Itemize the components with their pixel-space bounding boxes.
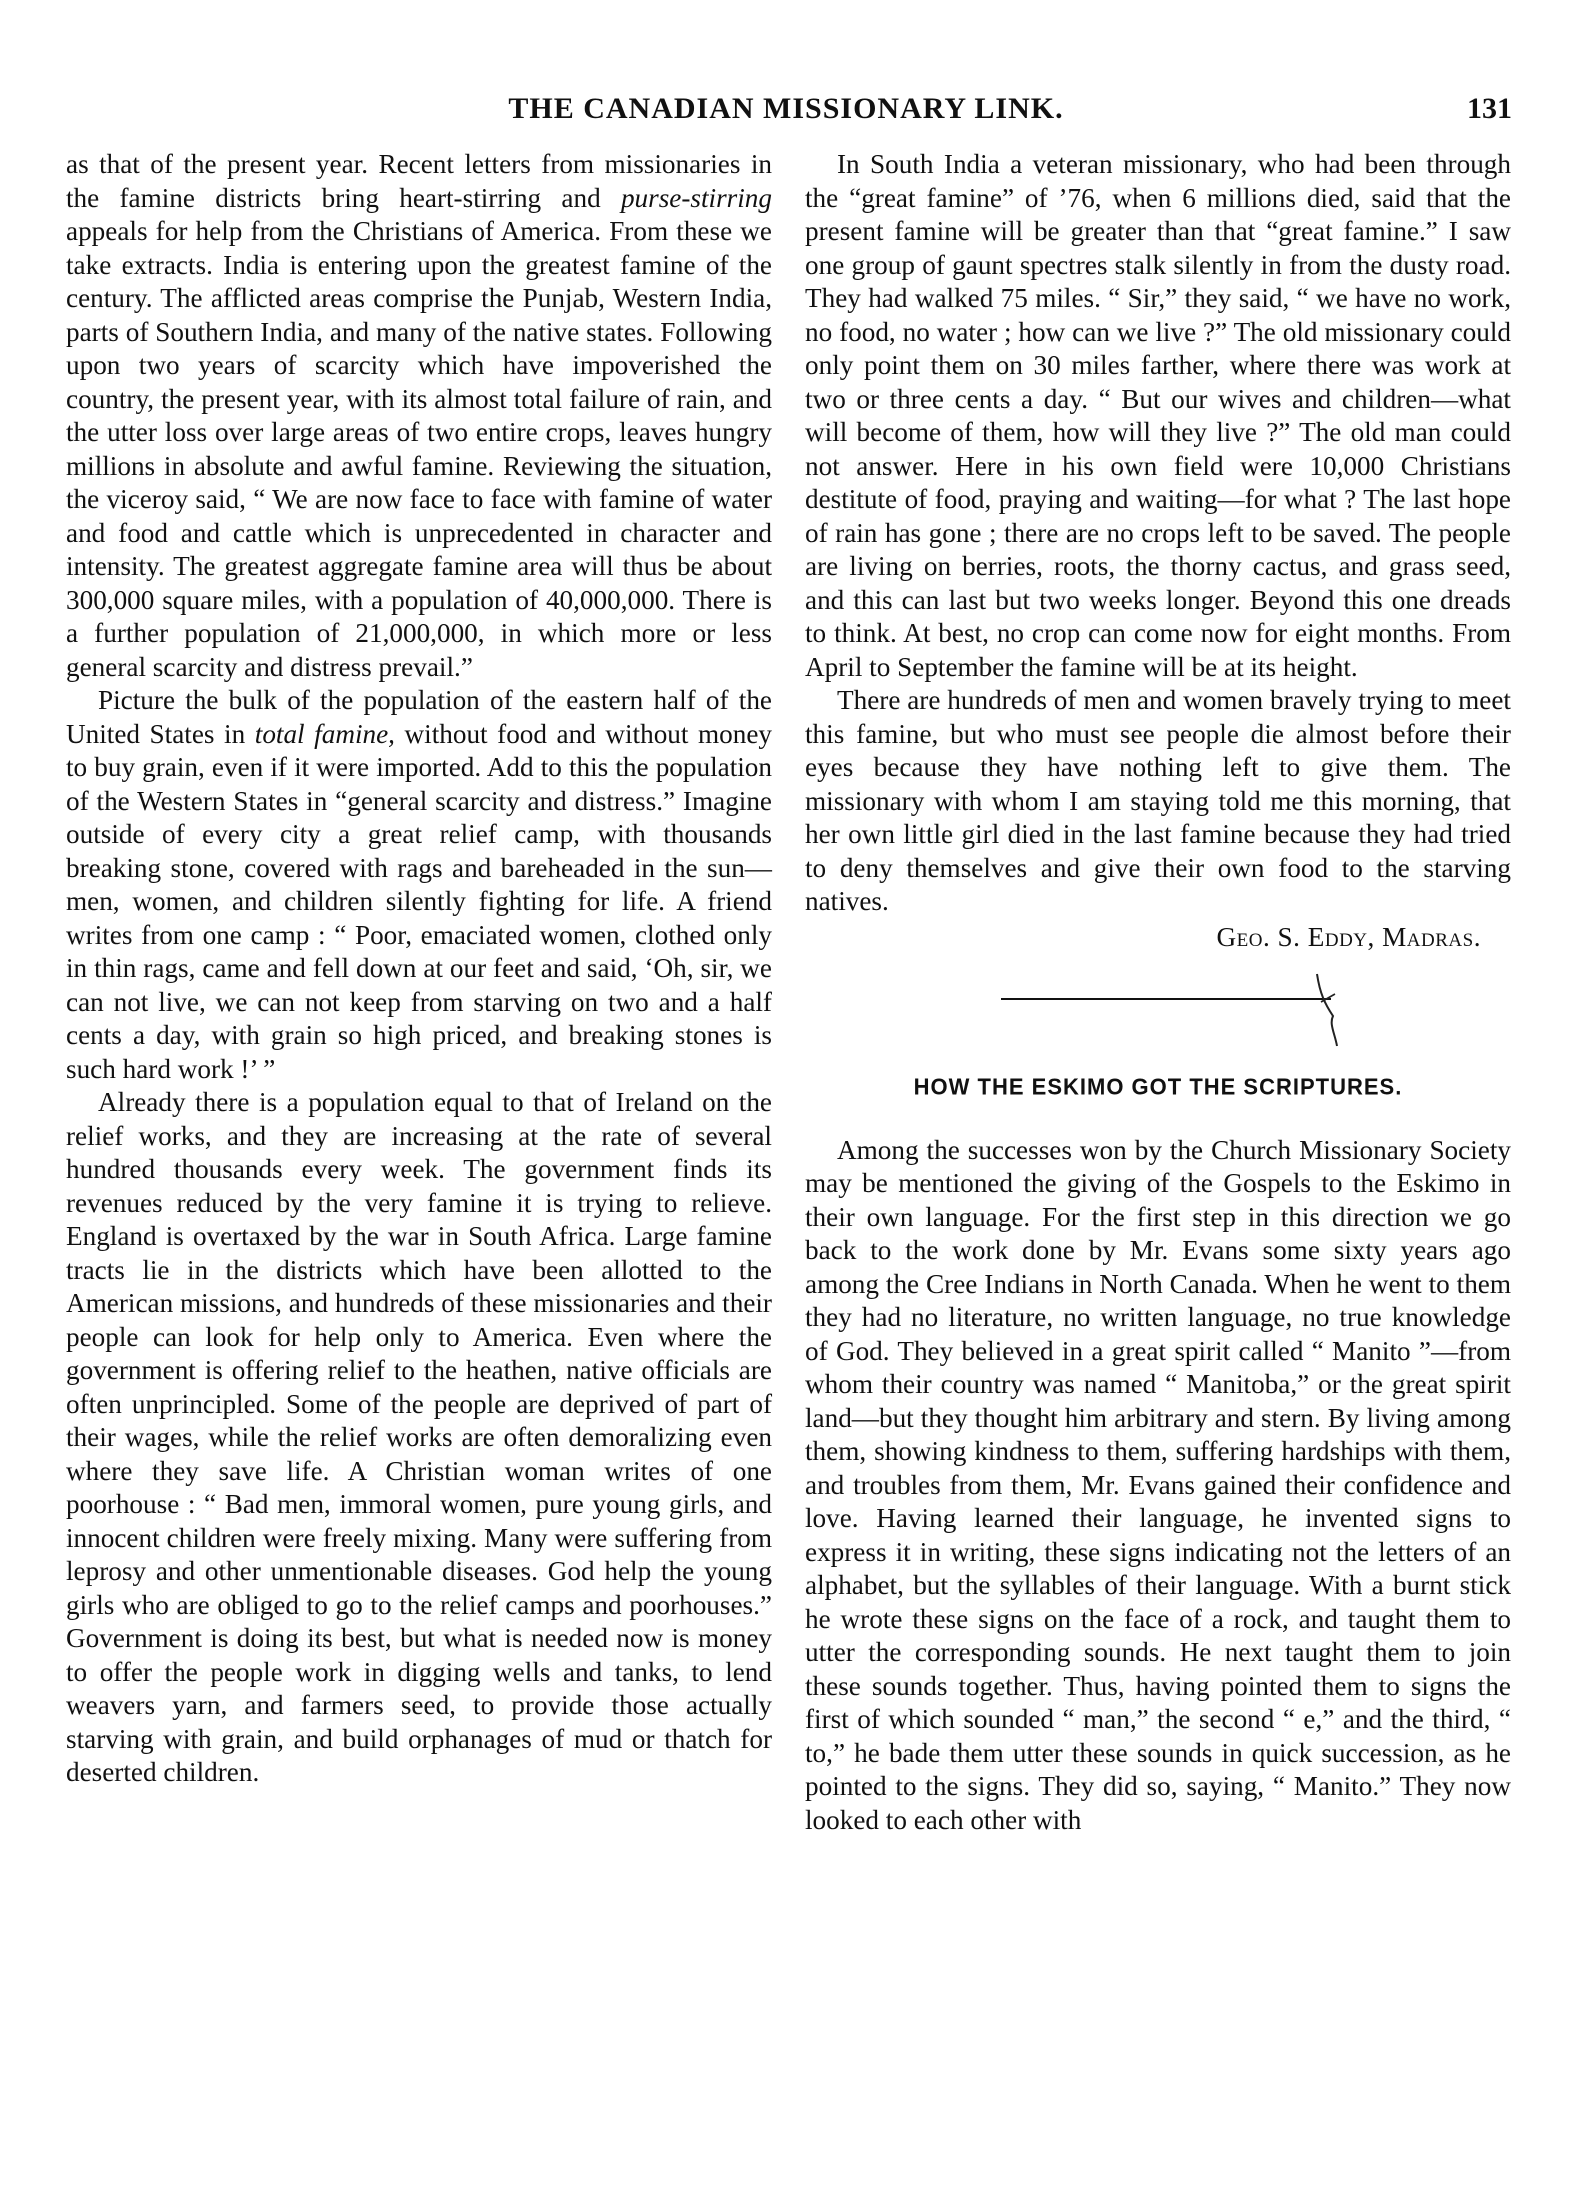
paragraph-text: as that of the present year. Recent letters from missionaries in the famine districts bring heart-stirring and: [66, 149, 772, 213]
paragraph-text: without food and without money to buy grain, even if it were imported. Add to this the population of the Western States in “general scarcity and distress.” Imagine outside of every city a great relief camp, with thousands breaking stone, covered with rags and bareheaded in the sun—men, women, and children silently fighting for life. A friend writes from one camp : “ Poor, emaciated women, clothed only in thin rags, came and fell down at our feet and said, ‘Oh, sir, we can not live, we can not keep from starving on two and a half cents a day, with grain so high priced, and breaking stones is such hard work !’ ”: [66, 718, 772, 1084]
italic-phrase: total famine,: [254, 718, 395, 749]
author-signature: Geo. S. Eddy, Madras.: [1216, 921, 1481, 952]
paragraph: [66, 148, 772, 684]
section-heading: HOW THE ESKIMO GOT THE SCRIPTURES.: [913, 1073, 1403, 1100]
paragraph: There are hundreds of men and women bravely trying to meet this famine, but who must see people die almost before their eyes because they have nothing left to give them. The missionary with whom I am staying told me this morning, that her own little girl died in the last famine because they had tried to deny themselves and give their own food to the starving natives.: [805, 685, 1511, 916]
right-column: [805, 148, 1511, 1837]
italic-phrase: purse-stirring: [620, 182, 772, 213]
page-header: [60, 92, 1512, 136]
handwritten-mark-icon: [805, 954, 1511, 1064]
paragraph: In South India a veteran missionary, who had been through the “great famine” of ’76, when 6 millions died, said that the present famine will be greater than that “great famine.” I saw one group of gaunt spectres stalk silently in from the dusty road. They had walked 75 miles. “ Sir,” they said, “ we have no work, no food, no water ; how can we live ?” The old missionary could only point them on 30 miles farther, where there was work at two or three cents a day. “ But our wives and children—what will become of them, how will they live ?” The old man could not answer. Here in his own field were 10,000 Christians destitute of food, praying and waiting—for what ? The last hope of rain has gone ; there are no crops left to be saved. The people are living on berries, roots, the thorny cactus, and grass seed, and this can last but two weeks longer. Beyond this one dreads to think. At best, no crop can come now for eight months. From April to September the famine will be at its height.: [805, 149, 1511, 682]
left-column: [66, 148, 772, 1790]
paragraph: Already there is a population equal to that of Ireland on the relief works, and they are increasing at the rate of several hundred thousands every week. The government finds its revenues reduced by the very famine it is trying to relieve. England is overtaxed by the war in South Africa. Large famine tracts lie in the districts which have been allotted to the American missions, and hundreds of these missionaries and their people can look for help only to America. Even where the government is offering relief to the heathen, native officials are often unprincipled. Some of the people are deprived of part of their wages, while the relief works are often demoralizing even where they save life. A Christian woman writes of one poorhouse : “ Bad men, immoral women, pure young girls, and innocent children were freely mixing. Many were suffering from leprosy and other unmentionable diseases. God help the young girls who are obliged to go to the relief camps and poorhouses.” Government is doing its best, but what is needed now is money to offer the people work in digging wells and tanks, to lend weavers yarn, and farmers seed, to provide those actually starving with grain, and build orphanages of mud or thatch for deserted children.: [66, 1087, 772, 1787]
paragraph: [66, 684, 772, 1086]
paragraph: Among the successes won by the Church Missionary Society may be mentioned the giving of the Gospels to the Eskimo in their own language. For the first step in this direction we go back to the work done by Mr. Evans some sixty years ago among the Cree Indians in North Canada. When he went to them they had no literature, no written language, no true knowledge of God. They believed in a great spirit called “ Manito ”—from whom their country was named “ Manitoba,” or the great spirit land—but they thought him arbitrary and stern. By living among them, showing kindness to them, suffering hardships with them, and troubles from them, Mr. Evans gained their confidence and love. Having learned their language, he invented signs to express it in writing, these signs indicating not the letters of an alphabet, but the syllables of their language. With a burnt stick he wrote these signs on the face of a rock, and taught them to utter the corresponding sounds. He next taught them to join these sounds together. Thus, having pointed them to signs the first of which sounded “ man,” the second “ e,” and the third, “ to,” he bade them utter these sounds in quick succession, as he pointed to the signs. They did so, saying, “ Manito.” They now looked to each other with: [805, 1134, 1511, 1835]
section-divider: [805, 954, 1511, 1064]
page-number: 131: [1467, 92, 1512, 125]
paragraph-text: Picture the bulk of the population of the eastern half of the United States in: [66, 685, 772, 749]
running-title: THE CANADIAN MISSIONARY LINK.: [508, 92, 1064, 125]
paragraph-text: appeals for help from the Christians of America. From these we take extracts. India is entering upon the greatest famine of the century. The afflicted areas comprise the Punjab, Western India, parts of Southern India, and many of the native states. Following upon two years of scarcity which have impoverished the country, the present year, with its almost total failure of rain, and the utter loss over large areas of two entire crops, leaves hungry millions in absolute and awful famine. Reviewing the situation, the viceroy said, “ We are now face to face with famine of water and food and cattle which is unprecedented in character and intensity. The greatest aggregate famine area will thus be about 300,000 square miles, with a population of 40,000,000. There is a further population of 21,000,000, in which more or less general scarcity and distress prevail.”: [66, 216, 772, 682]
